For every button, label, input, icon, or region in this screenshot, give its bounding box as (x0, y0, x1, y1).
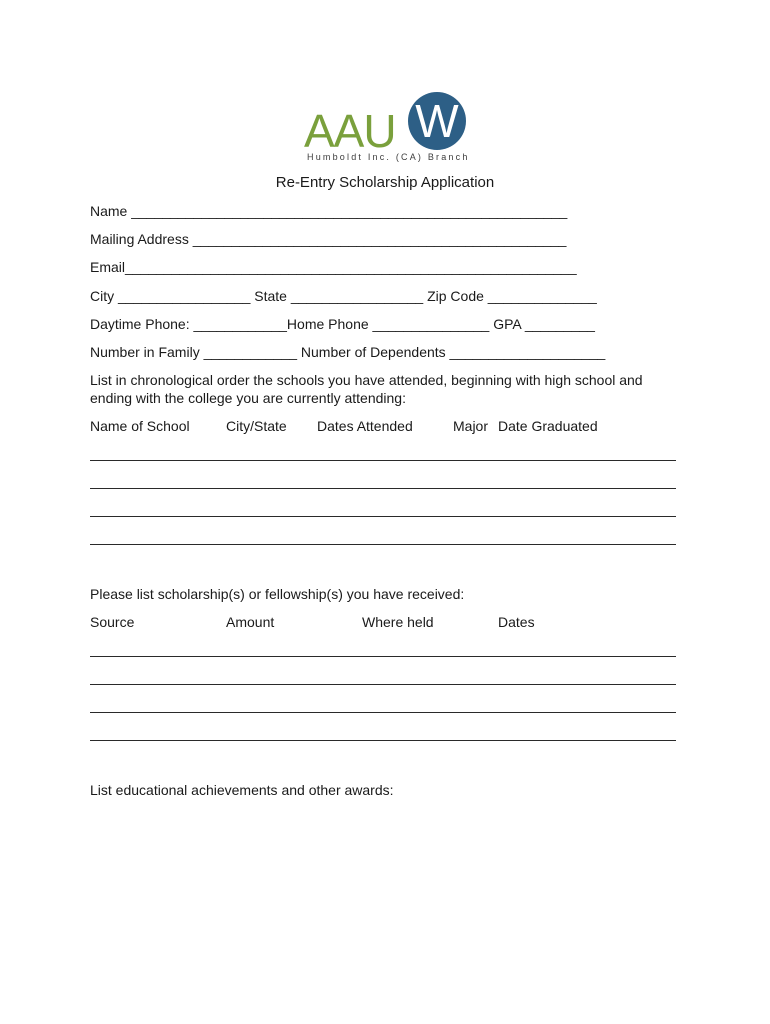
header-source: Source (90, 614, 135, 630)
header-date-graduated: Date Graduated (498, 418, 598, 434)
school-entry-line[interactable] (90, 460, 676, 461)
school-entry-line[interactable] (90, 544, 676, 545)
scholarship-entry-line[interactable] (90, 684, 676, 685)
schools-instruction-line2: ending with the college you are currently attending: (90, 390, 406, 406)
form-title: Re-Entry Scholarship Application (275, 174, 495, 191)
scholarship-entry-line[interactable] (90, 656, 676, 657)
aauw-logo (304, 92, 474, 166)
logo-branch-name: Humboldt Inc. (CA) Branch (307, 152, 470, 162)
header-where-held: Where held (362, 614, 434, 630)
logo-w: W (415, 95, 459, 147)
header-major: Major (453, 418, 489, 434)
name-field[interactable]: Name ________________________________________________________ (90, 203, 568, 219)
schools-instruction-line1: List in chronological order the schools you have attended, beginning with high school and (90, 372, 643, 388)
city-state-zip-fields[interactable]: City _________________ State _________________ Zip Code ______________ (90, 288, 597, 304)
header-dates-attended: Dates Attended (317, 418, 413, 434)
school-entry-line[interactable] (90, 516, 676, 517)
achievements-instruction: List educational achievements and other awards: (90, 782, 394, 798)
scholarship-entry-line[interactable] (90, 740, 676, 741)
phone-gpa-fields[interactable]: Daytime Phone: ____________Home Phone _______________ GPA _________ (90, 316, 595, 332)
scholarships-instruction: Please list scholarship(s) or fellowship(s) you have received: (90, 586, 465, 602)
header-amount: Amount (226, 614, 275, 630)
email-field[interactable]: Email__________________________________________________________ (90, 259, 577, 275)
header-city-state: City/State (226, 418, 287, 434)
header-name-of-school: Name of School (90, 418, 190, 434)
logo-letters: AAU (304, 105, 396, 157)
logo-circle (408, 92, 466, 150)
family-dependents-fields[interactable]: Number in Family ____________ Number of Dependents ____________________ (90, 344, 606, 360)
mailing-address-field[interactable]: Mailing Address ________________________________________________ (90, 231, 567, 247)
scholarship-entry-line[interactable] (90, 712, 676, 713)
school-entry-line[interactable] (90, 488, 676, 489)
header-dates: Dates (498, 614, 535, 630)
